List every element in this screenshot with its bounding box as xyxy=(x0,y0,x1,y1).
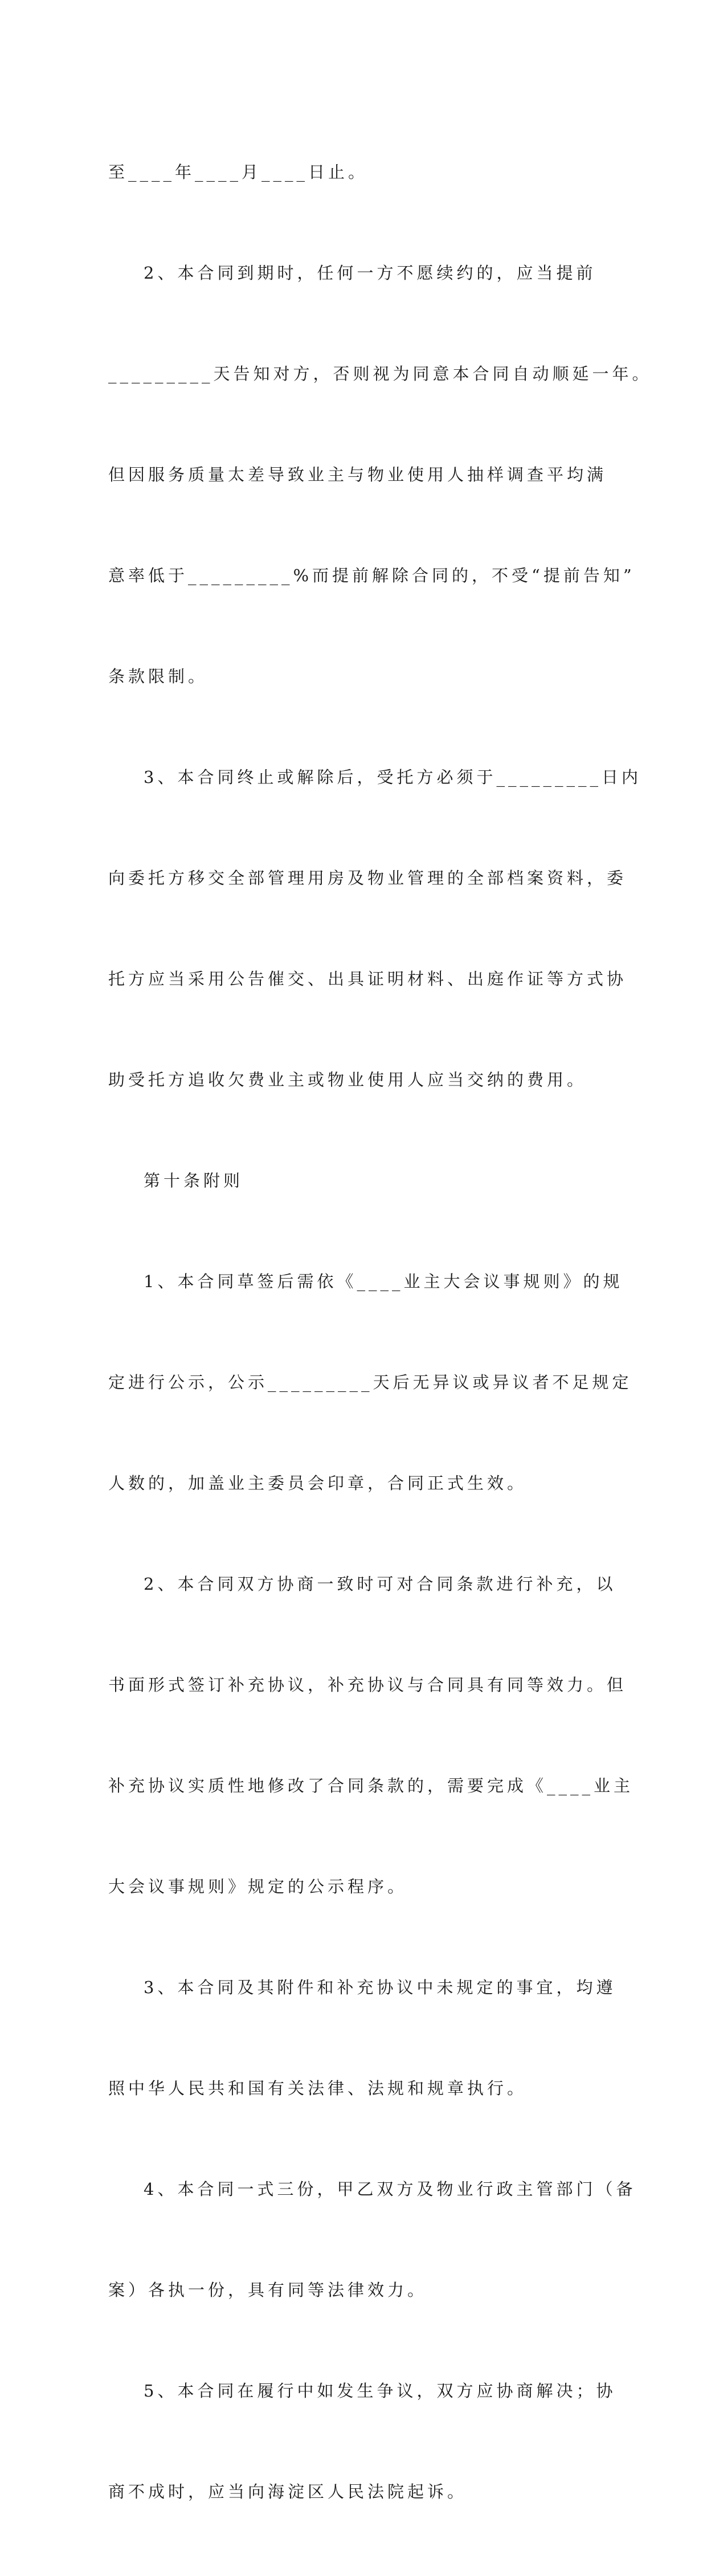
text-line: 条款限制。 xyxy=(108,667,209,686)
text-line: 3、本合同终止或解除后，受托方必须于_________日内 xyxy=(144,768,641,787)
text-line: 照中华人民共和国有关法律、法规和规章执行。 xyxy=(108,2079,528,2098)
text-line: 至____年____月____日止。 xyxy=(108,162,369,182)
text-line: _________天告知对方，否则视为同意本合同自动顺延一年。 xyxy=(108,364,652,383)
text-line: 定进行公示，公示_________天后无异议或异议者不足规定 xyxy=(108,1373,632,1392)
text-line: 大会议事规则》规定的公示程序。 xyxy=(108,1877,408,1896)
text-line: 书面形式签订补充协议，补充协议与合同具有同等效力。但 xyxy=(108,1675,627,1695)
text-line: 但因服务质量太差导致业主与物业使用人抽样调查平均满 xyxy=(108,465,607,484)
text-line: 2、本合同双方协商一致时可对合同条款进行补充，以 xyxy=(144,1574,616,1594)
text-line: 案）各执一份，具有同等法律效力。 xyxy=(108,2280,428,2300)
text-line: 商不成时，应当向海淀区人民法院起诉。 xyxy=(108,2482,468,2501)
text-line: 助受托方追收欠费业主或物业使用人应当交纳的费用。 xyxy=(108,1070,587,1089)
text-line: 3、本合同及其附件和补充协议中未规定的事宜，均遵 xyxy=(144,1978,616,1997)
document-text xyxy=(108,88,652,2576)
document-body xyxy=(108,88,652,2576)
text-line: 人数的，加盖业主委员会印章，合同正式生效。 xyxy=(108,1473,528,1493)
section-heading: 第十条附则 xyxy=(144,1171,244,1190)
text-line: 5、本合同在履行中如发生争议，双方应协商解决；协 xyxy=(144,2381,616,2401)
text-line: 4、本合同一式三份，甲乙双方及物业行政主管部门（备 xyxy=(144,2179,636,2199)
text-line: 意率低于_________%而提前解除合同的，不受“提前告知” xyxy=(108,566,635,585)
text-line: 1、本合同草签后需依《____业主大会议事规则》的规 xyxy=(144,1272,623,1291)
text-line: 向委托方移交全部管理用房及物业管理的全部档案资料，委 xyxy=(108,868,627,888)
text-line: 托方应当采用公告催交、出具证明材料、出庭作证等方式协 xyxy=(108,969,627,989)
text-line: 2、本合同到期时，任何一方不愿续约的，应当提前 xyxy=(144,263,596,283)
text-line: 补充协议实质性地修改了合同条款的，需要完成《____业主 xyxy=(108,1776,634,1795)
